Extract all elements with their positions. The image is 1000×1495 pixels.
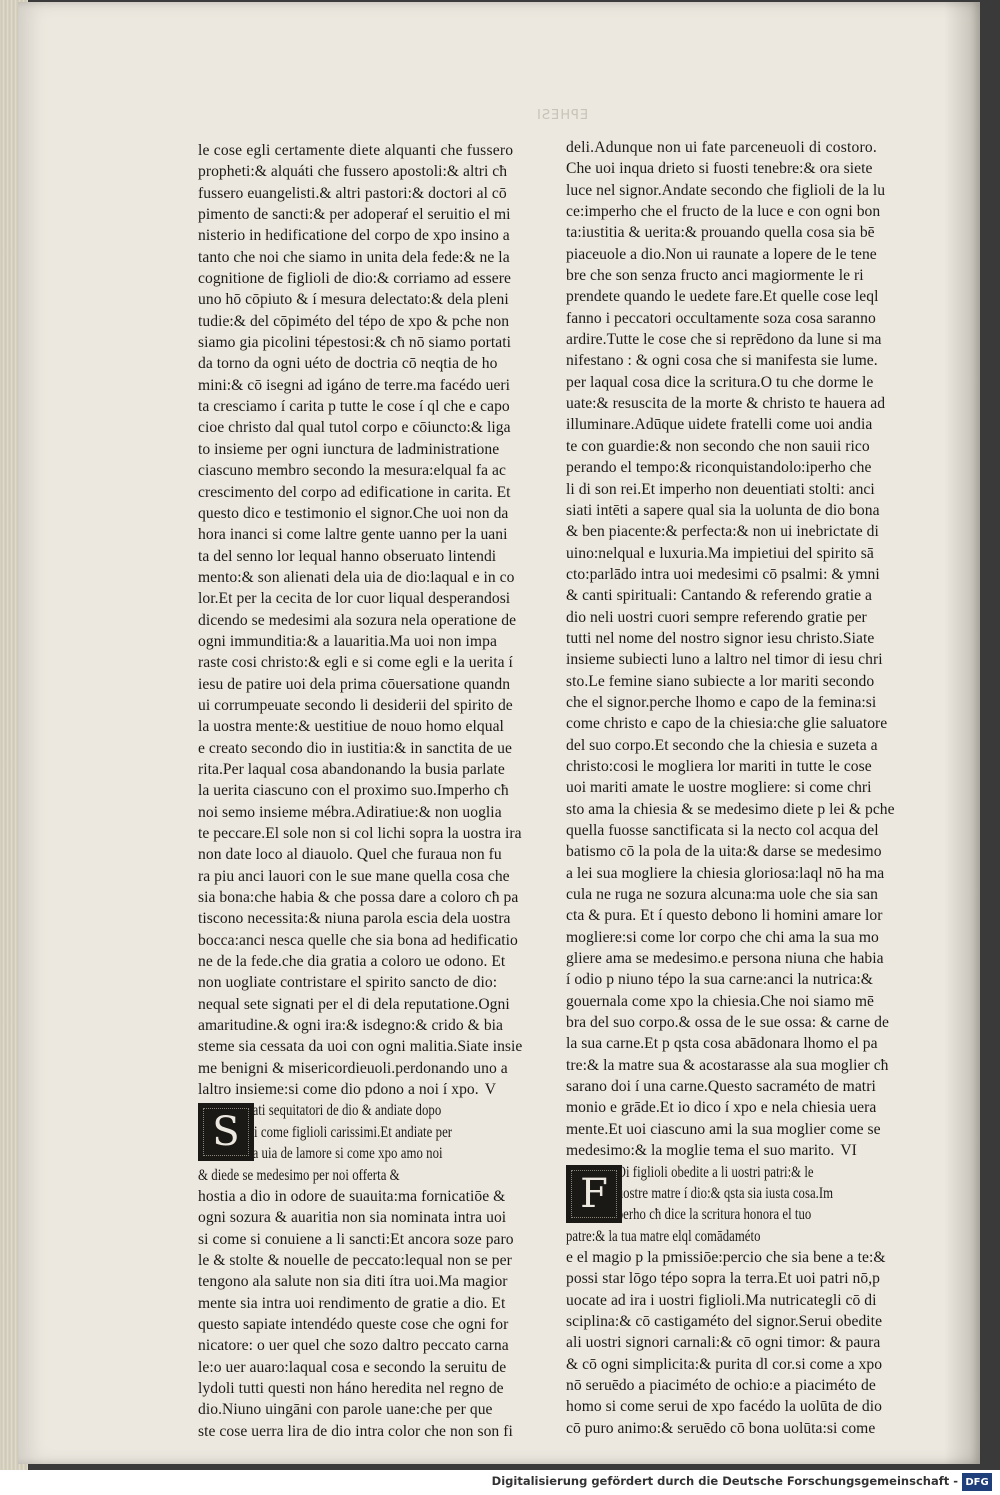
text-line xyxy=(198,311,546,332)
text-line: si come figlioli carissimi.Et andiate per xyxy=(248,1123,453,1141)
text-line: sciplina:& cō castigaméto del signor.Serui obedite xyxy=(566,1312,883,1330)
text-line-content: hora inanci si come laltre gente uanno per la uani xyxy=(198,526,508,544)
text-line xyxy=(566,158,906,179)
text-line-content: ogni immunditia:& a lauaritia.Ma uoi non impa xyxy=(198,632,497,650)
text-line-content: mini:& cō isegni ad igáno de terre.ma facédo ueri xyxy=(198,376,511,394)
text-line-content: da torno da ogni uéto de doctria cō neqtia de ho xyxy=(198,355,498,373)
text-line xyxy=(198,780,546,801)
text-line-content: te peccare.El sole non si col lichi sopra la uostra ira xyxy=(198,825,522,842)
text-line xyxy=(198,716,546,737)
text-line: iati sequitatori de dio & andiate dopo xyxy=(248,1102,442,1120)
text-line-content: ce:imperho che el fructo de la luce e con ogni bon xyxy=(566,203,881,221)
text-line xyxy=(566,777,906,798)
text-line xyxy=(198,1015,546,1036)
text-line-content: che el signor.perche lhomo e capo de la femina:si xyxy=(566,693,877,711)
text-line-content: cta & pura. Et í questo debono li homini amare lor xyxy=(566,907,883,925)
text-line-content: a lei sua mogliere la chiesia gloriosa:laql nō ha ma xyxy=(566,864,885,882)
text-line xyxy=(566,180,906,201)
text-line xyxy=(198,289,546,310)
text-line xyxy=(198,738,546,759)
text-line: hostia a dio in odore de suauita:ma fornicatiōe & xyxy=(198,1187,506,1205)
text-line xyxy=(566,905,906,926)
text-line-content: uno hō cōpiuto & í mesura delectato:& dela pleni xyxy=(198,291,509,309)
text-line xyxy=(566,948,906,969)
text-line xyxy=(198,396,546,417)
text-line-content: christo:cosi le mogliera lor mariti in tutte le cose xyxy=(566,757,872,775)
text-line xyxy=(566,414,906,435)
text-line-content: piaceuole a dio.Non ui raunate a lopere de le tene xyxy=(566,245,877,263)
text-line-content: dicendo se medesimi ala sozura nela operatione de xyxy=(198,611,517,629)
text-line: le & stolte & nouelle de peccato:lequal non se per xyxy=(198,1251,512,1269)
funding-credit: Digitalisierung gefördert durch die Deutsche Forschungsgemeinschaft - xyxy=(491,1474,958,1488)
text-line-content: iesu de patire uoi dela prima cōuersatione quandn xyxy=(198,675,511,693)
text-line xyxy=(566,350,906,371)
text-line: si come si conuiene a li sancti:Et ancora soze paro xyxy=(198,1230,514,1248)
text-line-content: non date loco al diauolo. Quel che furaua non fu xyxy=(198,846,502,864)
text-line-content: ciascuno membro secondo la mesura:elqual fa ac xyxy=(198,462,506,480)
text-line-content: nifestano : & ogni cosa che si manifesta sie lume. xyxy=(566,352,878,370)
text-line xyxy=(198,225,546,246)
text-line xyxy=(566,500,906,521)
text-line-content: pimento de sancti:& per adoperaŕ el seruitio el mi xyxy=(198,206,511,224)
text-line-content: illuminare.Adūque uidete fratelli come uoi andia xyxy=(566,416,873,434)
text-line-content: la sua carne.Et p qsta cosa abādonara lhomo el pa xyxy=(566,1035,878,1053)
text-line-content: cioe christo dal qual tutol corpo e cōiuncto:& liga xyxy=(198,419,511,437)
text-line: homo si come serui de xpo facédo la uolūta de dio xyxy=(566,1398,882,1416)
text-line xyxy=(566,820,906,841)
text-line xyxy=(566,265,906,286)
text-line-content: tre:& la matre sua & acostarasse ala sua moglier cħ xyxy=(566,1056,889,1074)
page-gutter xyxy=(944,2,980,1464)
text-line xyxy=(198,161,546,182)
text-line: & cō ogni simplicita:& purita dl cor.si come a xpo xyxy=(566,1355,883,1373)
text-line xyxy=(566,927,906,948)
text-line xyxy=(566,799,906,820)
text-line-content: le cose egli certamente diete alquanti che fussero xyxy=(198,142,514,159)
text-line xyxy=(566,585,906,606)
text-line-content: la uostra mente:& uestitiue de nouo homo elqual xyxy=(198,718,504,736)
text-line-content: te con guardie:& non secondo che non sauii rico xyxy=(566,437,870,455)
text-line: tengono ala salute non sia diti ítra uoi.Ma magior xyxy=(198,1273,508,1291)
text-line-content: ui corrumpeuate secondo li desiderii del spirito de xyxy=(198,696,513,714)
text-line xyxy=(198,503,546,524)
text-line xyxy=(198,460,546,481)
text-line xyxy=(566,564,906,585)
text-line xyxy=(566,671,906,692)
text-line-content: tanto che noi che siamo in unita dela fede:& ne la xyxy=(198,248,510,266)
text-line-content: quella fuosse sanctificata si la necto col acqua del xyxy=(566,822,879,839)
text-line xyxy=(198,994,546,1015)
text-line: ali uostri signori carnali:& cō ogni timor: & paura xyxy=(566,1334,881,1352)
text-line xyxy=(566,543,906,564)
text-line-content: prendete quando le uedete fare.Et quelle cose leql xyxy=(566,288,879,306)
section-number: V xyxy=(484,1081,497,1099)
text-line-content: per laqual cosa dice la scritura.O tu che dorme le xyxy=(566,373,874,391)
text-line-content: cto:parlādo intra uoi medesimi cō psalmi: & ymni xyxy=(566,565,880,583)
text-line-content: nisterio in hedificatione del corpo de xpo insino a xyxy=(198,227,510,245)
text-line xyxy=(566,372,906,393)
text-line xyxy=(566,201,906,222)
text-line xyxy=(198,353,546,374)
text-line-content: gliere ama se medesimo.e persona niuna che habia xyxy=(566,950,884,968)
text-line-content: tiscono necessita:& niuna parola escia dela uostra xyxy=(198,910,511,928)
text-line xyxy=(198,332,546,353)
text-line xyxy=(566,1119,906,1140)
text-line xyxy=(198,1079,546,1100)
text-line-content: í odio p niuno tépo la sua carne:anci la nutrica:& xyxy=(566,971,873,989)
text-line xyxy=(566,1097,906,1118)
text-line-content: uoi mariti amate le uostre mogliere: si come chri xyxy=(566,779,872,797)
text-line-content: uino:nelqual e luxuria.Ma impietiui del spirito sā xyxy=(566,544,874,562)
text-line xyxy=(198,823,546,844)
text-line xyxy=(198,588,546,609)
initial-letter: F xyxy=(580,1170,608,1217)
text-line xyxy=(198,674,546,695)
text-line xyxy=(566,521,906,542)
text-line xyxy=(198,204,546,225)
text-line xyxy=(566,329,906,350)
text-line xyxy=(198,759,546,780)
text-line-content: fussero euangelisti.& altri pastori:& doctori al cō xyxy=(198,184,507,202)
text-line-content: cula ne ruga ne sozura alcuna:ma uole che sia san xyxy=(566,886,879,904)
text-line-content: dio neli uostri cuori sempre referendo gratie per xyxy=(566,608,867,626)
text-line-content: lor.Et per la cecita de lor cuor liqual desperandosi xyxy=(198,590,511,608)
text-line-content: ra piu anci lauori con le sue mane quella cosa che xyxy=(198,867,510,885)
text-line xyxy=(198,695,546,716)
text-line xyxy=(198,930,546,951)
text-line-content: insieme subiecti luno a laltro nel timor di iesu chri xyxy=(566,651,883,669)
text-line-content: me benigni & misericordieuoli.perdonando uno a xyxy=(198,1059,508,1077)
text-line-content: mogliere:si come lor corpo che chi ama la sua mo xyxy=(566,928,879,946)
text-line xyxy=(198,183,546,204)
text-line xyxy=(198,375,546,396)
text-line xyxy=(566,863,906,884)
text-line xyxy=(566,1140,906,1161)
text-line-content: siati intēti a sapere qual sia la uolunta de dio bona xyxy=(566,501,880,519)
left-text-column xyxy=(198,140,546,1442)
text-line xyxy=(198,482,546,503)
text-line xyxy=(566,991,906,1012)
text-line: nicatore: o uer quel che sozo daltro peccato carna xyxy=(198,1337,509,1355)
text-line-content: raste cosi christo:& egli e si come egli e la uerita í xyxy=(198,654,513,672)
text-line-content: siamo gia picolini tépestosi:& cħ nō siamo portati xyxy=(198,334,512,352)
text-line-content: crescimento del corpo ad edificatione in carita. Et xyxy=(198,483,511,501)
text-line-content: bra del suo corpo.& ossa de le sue ossa: & carne de xyxy=(566,1014,889,1032)
text-line-content: amaritudine.& ogni ira:& isdegno:& crido & bia xyxy=(198,1017,504,1035)
initial-paragraph xyxy=(566,1162,906,1247)
text-line-content: steme sia cessata da uoi con ogni malitia.Siate insie xyxy=(198,1038,523,1056)
text-line xyxy=(566,137,906,158)
text-line-content: deli.Adunque non ui fate parceneuoli di costoro. xyxy=(566,139,877,156)
text-line-content: luce nel signor.Andate secondo che figlioli de la lu xyxy=(566,181,886,199)
text-line-content: noi semo insieme mébra.Adiratiue:& non uoglia xyxy=(198,803,502,821)
text-line: dio.Niuno uingāni con parole uane:che per que xyxy=(198,1401,493,1419)
text-line: lydoli tutti questi non háno heredita nel regno de xyxy=(198,1379,504,1397)
text-line-content: ta cresciamo í carita p tutte le cose í ql che e capo xyxy=(198,398,510,416)
text-line: ogni sozura & auaritia non sia nominata intra uoi xyxy=(198,1209,507,1227)
text-line-content: del suo corpo.Et secondo che la chiesia e suzeta a xyxy=(566,736,878,754)
text-line xyxy=(198,908,546,929)
text-line-content: perando el tempo:& riconquistandolo:iperho che xyxy=(566,459,872,477)
text-line xyxy=(198,951,546,972)
text-line: mente sia intra uoi rendimento de gratie a dio. Et xyxy=(198,1294,506,1312)
text-line-content: li di son rei.Et imperho non deuentiati stolti: anci xyxy=(566,480,875,498)
text-line-content: nequal sete signati per el di dela reputatione.Ogni xyxy=(198,995,510,1013)
text-line: nō seruēdo a piaciméto de ochio:e a piaciméto de xyxy=(566,1376,876,1394)
text-line xyxy=(198,802,546,823)
text-line xyxy=(198,652,546,673)
text-line xyxy=(198,972,546,993)
text-line xyxy=(566,436,906,457)
text-line-content: ne de la fede.che dia gratia a coloro ue odono. Et xyxy=(198,953,506,971)
text-line-content: tutti nel nome del nostro signor iesu christo.Siate xyxy=(566,629,875,647)
text-line-content: propheti:& alquáti che fussero apostoli:& altri cħ xyxy=(198,163,508,181)
text-line xyxy=(198,439,546,460)
text-line-content: bre che son senza fructo anci magiormente le ri xyxy=(566,267,864,285)
text-line: perho cħ dice la scritura honora el tuo xyxy=(616,1206,812,1224)
text-line xyxy=(198,417,546,438)
text-line xyxy=(566,1012,906,1033)
text-line: questo sapiate intendédo queste cose che ogni for xyxy=(198,1315,509,1333)
text-line xyxy=(566,308,906,329)
text-line-content: sto ama la chiesia & se medesimo diete p lei & pche xyxy=(566,800,895,818)
text-line: le:o uer auaro:laqual cosa e secondo la seruitu de xyxy=(198,1358,507,1376)
text-line-content: bocca:anci nesca quelle che sia bona ad hedificatio xyxy=(198,931,518,949)
initial-letter: S xyxy=(212,1109,240,1156)
section-number: VI xyxy=(840,1142,857,1160)
text-line: patre:& la tua matre elql comādaméto xyxy=(566,1227,761,1245)
text-line xyxy=(198,844,546,865)
text-line xyxy=(566,393,906,414)
text-line xyxy=(566,713,906,734)
text-line: & diede se medesimo per noi offerta & xyxy=(198,1166,400,1184)
text-line-content: & ben piacente:& perfecta:& non ui inebrictate di xyxy=(566,523,879,541)
text-line xyxy=(198,247,546,268)
text-line xyxy=(566,1033,906,1054)
text-line-content: monio e grāde.Et io dico í xpo e nela chiesia uera xyxy=(566,1099,877,1117)
text-line xyxy=(566,457,906,478)
text-line-content: laltro insieme:si come dio pdono a noi í xpo. xyxy=(198,1081,479,1099)
text-line xyxy=(198,887,546,908)
text-line xyxy=(198,866,546,887)
text-line-content: rita.Per laqual cosa abandonando la busia parlate xyxy=(198,760,505,778)
text-line-content: come christo e capo de la chiesia:che glie saluatore xyxy=(566,715,888,733)
text-line xyxy=(566,479,906,500)
text-line xyxy=(566,756,906,777)
text-line-content: ardire.Tutte le cose che si reprēdono da lune si ma xyxy=(566,331,882,349)
text-line: cō puro animo:& seruēdo cō bona uolūta:si come xyxy=(566,1419,876,1437)
text-line-content: batismo cō la pola de la uita:& darse se medesimo xyxy=(566,843,882,861)
text-line: Oi figlioli obedite a li uostri patri:& le xyxy=(616,1163,814,1181)
text-line: e el magio p la pmissiōe:percio che sia bene a te:& xyxy=(566,1248,886,1266)
text-line xyxy=(566,1055,906,1076)
text-line-content: medesimo:& la moglie tema el suo marito. xyxy=(566,1142,835,1160)
bleed-through-mark: EPHESI xyxy=(536,108,589,123)
text-line xyxy=(198,140,546,161)
text-line-content: ta:iustitia & uerita:& prouando quella cosa sia bē xyxy=(566,224,875,242)
text-line-content: uate:& resuscita de la morte & christo te hauera ad xyxy=(566,395,886,413)
text-line xyxy=(566,607,906,628)
text-line xyxy=(198,631,546,652)
initial-paragraph xyxy=(198,1100,546,1185)
text-line-content: to insieme per ogni iunctura de ladministratione xyxy=(198,440,500,458)
text-line: ste cose uerra lira de dio intra color che non son fi xyxy=(198,1422,513,1440)
text-line-content: & canti spirituali: Cantando & referendo gratie a xyxy=(566,587,872,605)
dfg-logo: DFG xyxy=(962,1473,992,1491)
text-line-content: questo dico e testimonio el signor.Che uoi non da xyxy=(198,504,509,522)
text-line-content: tudie:& del cōpiméto del tépo de xpo & pche non xyxy=(198,312,510,330)
text-line xyxy=(198,524,546,545)
text-line xyxy=(566,692,906,713)
text-line xyxy=(198,567,546,588)
text-line xyxy=(198,1058,546,1079)
text-line-content: sia bona:che habia & che possa dare a coloro cħ pa xyxy=(198,889,519,907)
text-line xyxy=(198,546,546,567)
text-line xyxy=(566,286,906,307)
text-line xyxy=(566,649,906,670)
text-line-content: cognitione de figlioli de dio:& corriamo ad essere xyxy=(198,270,511,288)
text-line: la uia de lamore si come xpo amo noi xyxy=(248,1145,443,1163)
text-line-content: fanno i peccatori occultamente soza cosa saranno xyxy=(566,309,876,327)
text-line: uocate ad ira i uostri figlioli.Ma nutricategli cō di xyxy=(566,1291,877,1309)
text-line xyxy=(198,610,546,631)
text-line: uostre matre í dio:& qsta sia iusta cosa.Im xyxy=(616,1184,834,1202)
text-line-content: e creato secondo dio in iustitia:& in sanctita de ue xyxy=(198,739,512,757)
text-line xyxy=(566,1076,906,1097)
footer-bar xyxy=(0,1470,1000,1495)
text-line xyxy=(198,268,546,289)
text-line-content: mento:& son alienati dela uia de dio:laqual e in co xyxy=(198,568,515,586)
text-line-content: ta del senno lor lequal hanno obseruato lintendi xyxy=(198,547,497,565)
text-line xyxy=(566,222,906,243)
text-line xyxy=(566,244,906,265)
text-line xyxy=(566,884,906,905)
text-line-content: sto.Le femine siano subiecte a lor mariti secondo xyxy=(566,672,875,690)
text-line-content: non uogliate contristare el spirito sancto de dio: xyxy=(198,974,498,992)
text-line-content: mente.Et uoi ciascuno ami la sua moglier come se xyxy=(566,1120,881,1138)
text-line-content: Che uoi inqua drieto si fuosti tenebre:& ora siete xyxy=(566,160,873,178)
text-line-content: sarano doi í una carne.Questo sacraméto de matri xyxy=(566,1078,876,1096)
text-line-content: la uerita ciascuno con el proximo suo.Imperho cħ xyxy=(198,782,509,800)
text-line xyxy=(566,969,906,990)
text-line xyxy=(566,628,906,649)
text-line-content: gouernala come xpo la chiesia.Che noi siamo mē xyxy=(566,992,875,1010)
text-line xyxy=(566,841,906,862)
right-text-column xyxy=(566,137,906,1439)
text-line xyxy=(198,1036,546,1057)
text-line xyxy=(566,735,906,756)
text-line: possi star lōgo tépo sopra la terra.Et uoi patri nō,p xyxy=(566,1270,881,1288)
